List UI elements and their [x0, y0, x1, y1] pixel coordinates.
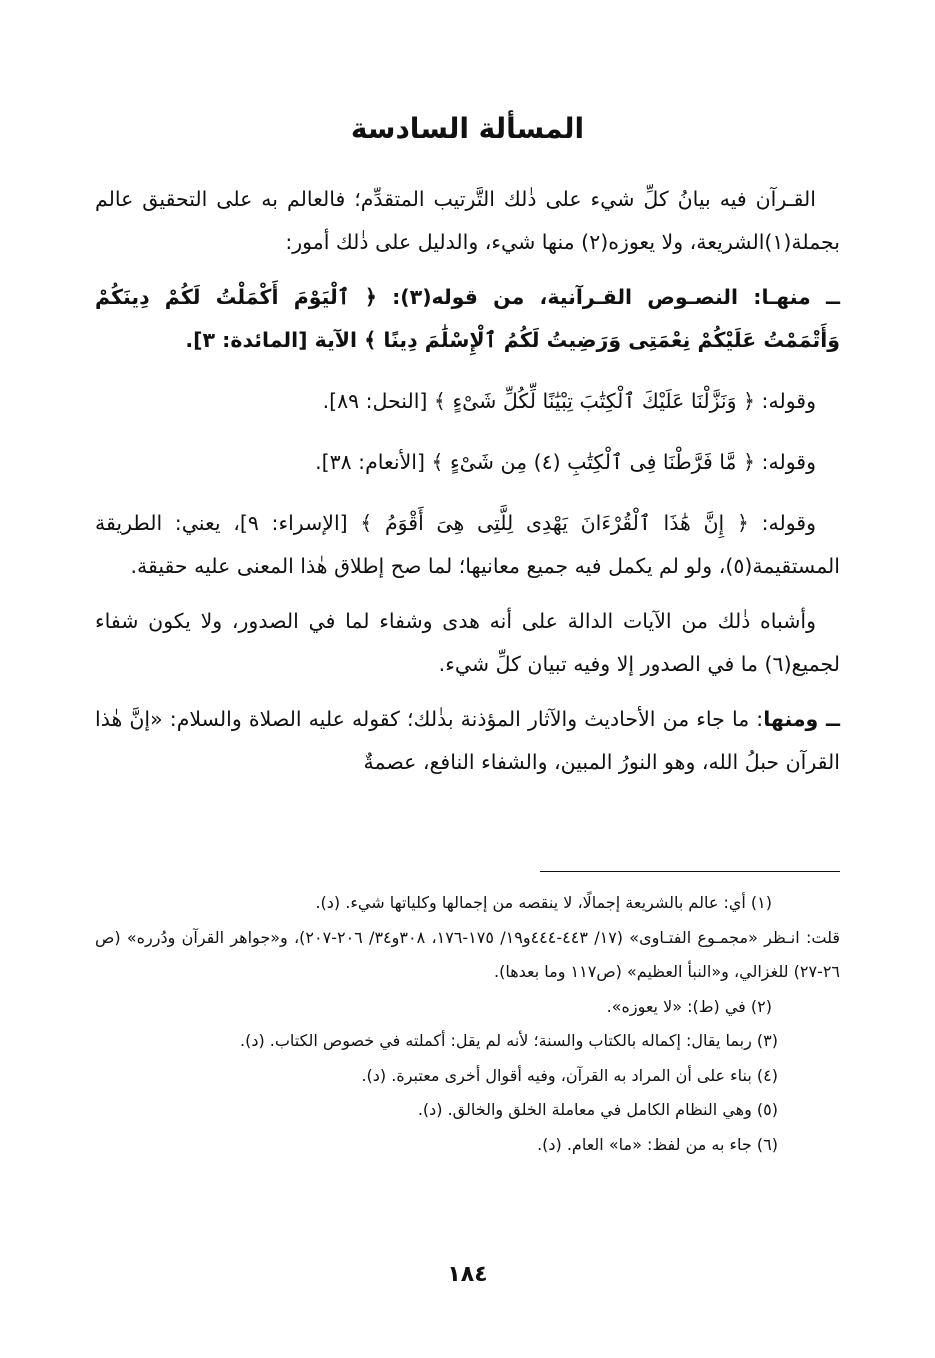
main-text [95, 178, 840, 796]
footnote-5: (٥) وهي النظام الكامل في معاملة الخلق والخالق. (د). [417, 1100, 778, 1119]
footnote-1-continuation: قلت: انـظر «مجمـوع الفتـاوى» (١٧/ ٤٤٣-٤٤٤و١٩/ ١٧٥-١٧٦، ٣٠٨و٣٤/ ٢٠٦-٢٠٧)، و«جواهر القرآن ودُرره» (ص ٢٦-٢٧) للغزالي، و«النبأ العظيم» (ص١١٧ وما بعدها). [95, 927, 841, 981]
paragraph-2-text: : النصـوص القـرآنية، من قوله(٣): ﴿ ٱلْيَوْمَ أَكْمَلْتُ لَكُمْ دِينَكُمْ وَأَتْمَمْتُ عَلَيْكُمْ نِعْمَتِى وَرَضِيتُ لَكُمُ ٱلْإِسْلَٰمَ دِينًا ﴾ الآية [المائدة: ٣]. [95, 285, 840, 352]
footnote-4: (٤) بناء على أن المراد به القرآن، وفيه أقوال أخرى معتبرة. (د). [361, 1065, 778, 1085]
footnote-3: (٣) ربما يقال: إكماله بالكتاب والسنة؛ لأنه لم يقل: أكملته في خصوص الكتاب. (د). [239, 1031, 778, 1050]
paragraph-3: وقوله: ﴿ وَنَزَّلْنَا عَلَيْكَ ٱلْكِتَٰبَ تِبْيَٰنًا لِّكُلِّ شَىْءٍ ﴾ [النحل: ٨٩]. [322, 389, 816, 413]
paragraph-7 [95, 698, 840, 784]
paragraph-2-lead: ــ منهـا [761, 285, 840, 309]
paragraph-4: وقوله: ﴿ مَّا فَرَّطْنَا فِى ٱلْكِتَٰبِ (٤) مِن شَىْءٍ ﴾ [الأنعام: ٣٨]. [315, 450, 816, 474]
paragraph-2 [95, 276, 840, 362]
footnotes [95, 886, 840, 1162]
footnote-separator [540, 871, 840, 872]
footnote-6: (٦) جاء به من لفظ: «ما» العام. (د). [537, 1134, 778, 1154]
footnote-2: (٢) في (ط): «لا يعوزه». [606, 996, 772, 1016]
paragraph-6: وأشباه ذٰلك من الآيات الدالة على أنه هدى وشفاء لما في الصدور، ولا يكون شفاء لجميع(٦) ما في الصدور إلا وفيه تبيان كلِّ شيء. [95, 609, 840, 676]
paragraph-5: وقوله: ﴿ إِنَّ هَٰذَا ٱلْقُرْءَانَ يَهْدِى لِلَّتِى هِىَ أَقْوَمُ ﴾ [الإسراء: ٩]، يعني: الطريقة المستقيمة(٥)، ولو لم يكمل فيه جميع معانيها؛ لما صح إطلاق هٰذا المعنى عليه حقيقة. [95, 511, 840, 578]
footnote-1: (١) أي: عالم بالشريعة إجمالًا، لا ينقصه من إجمالها وكلياتها شيء. (د). [315, 893, 772, 912]
paragraph-7-lead: ــ ومنها [763, 707, 840, 731]
page-number: ١٨٤ [447, 1262, 488, 1287]
paragraph-7-text: : ما جاء من الأحاديث والآثار المؤذنة بذٰلك؛ كقوله عليه الصلاة والسلام: «إنَّ هٰذا القرآن حبلُ الله، وهو النورُ المبين، والشفاء النافع، عصمةٌ [95, 707, 840, 774]
section-title: المسألة السادسة [350, 112, 585, 145]
paragraph-1: القـرآن فيه بيانُ كلِّ شيء على ذٰلك التَّرتيب المتقدِّم؛ فالعالم به على التحقيق عالم بجملة(١)الشريعة، ولا يعوزه(٢) منها شيء، والدليل على ذٰلك أمور: [95, 187, 840, 254]
